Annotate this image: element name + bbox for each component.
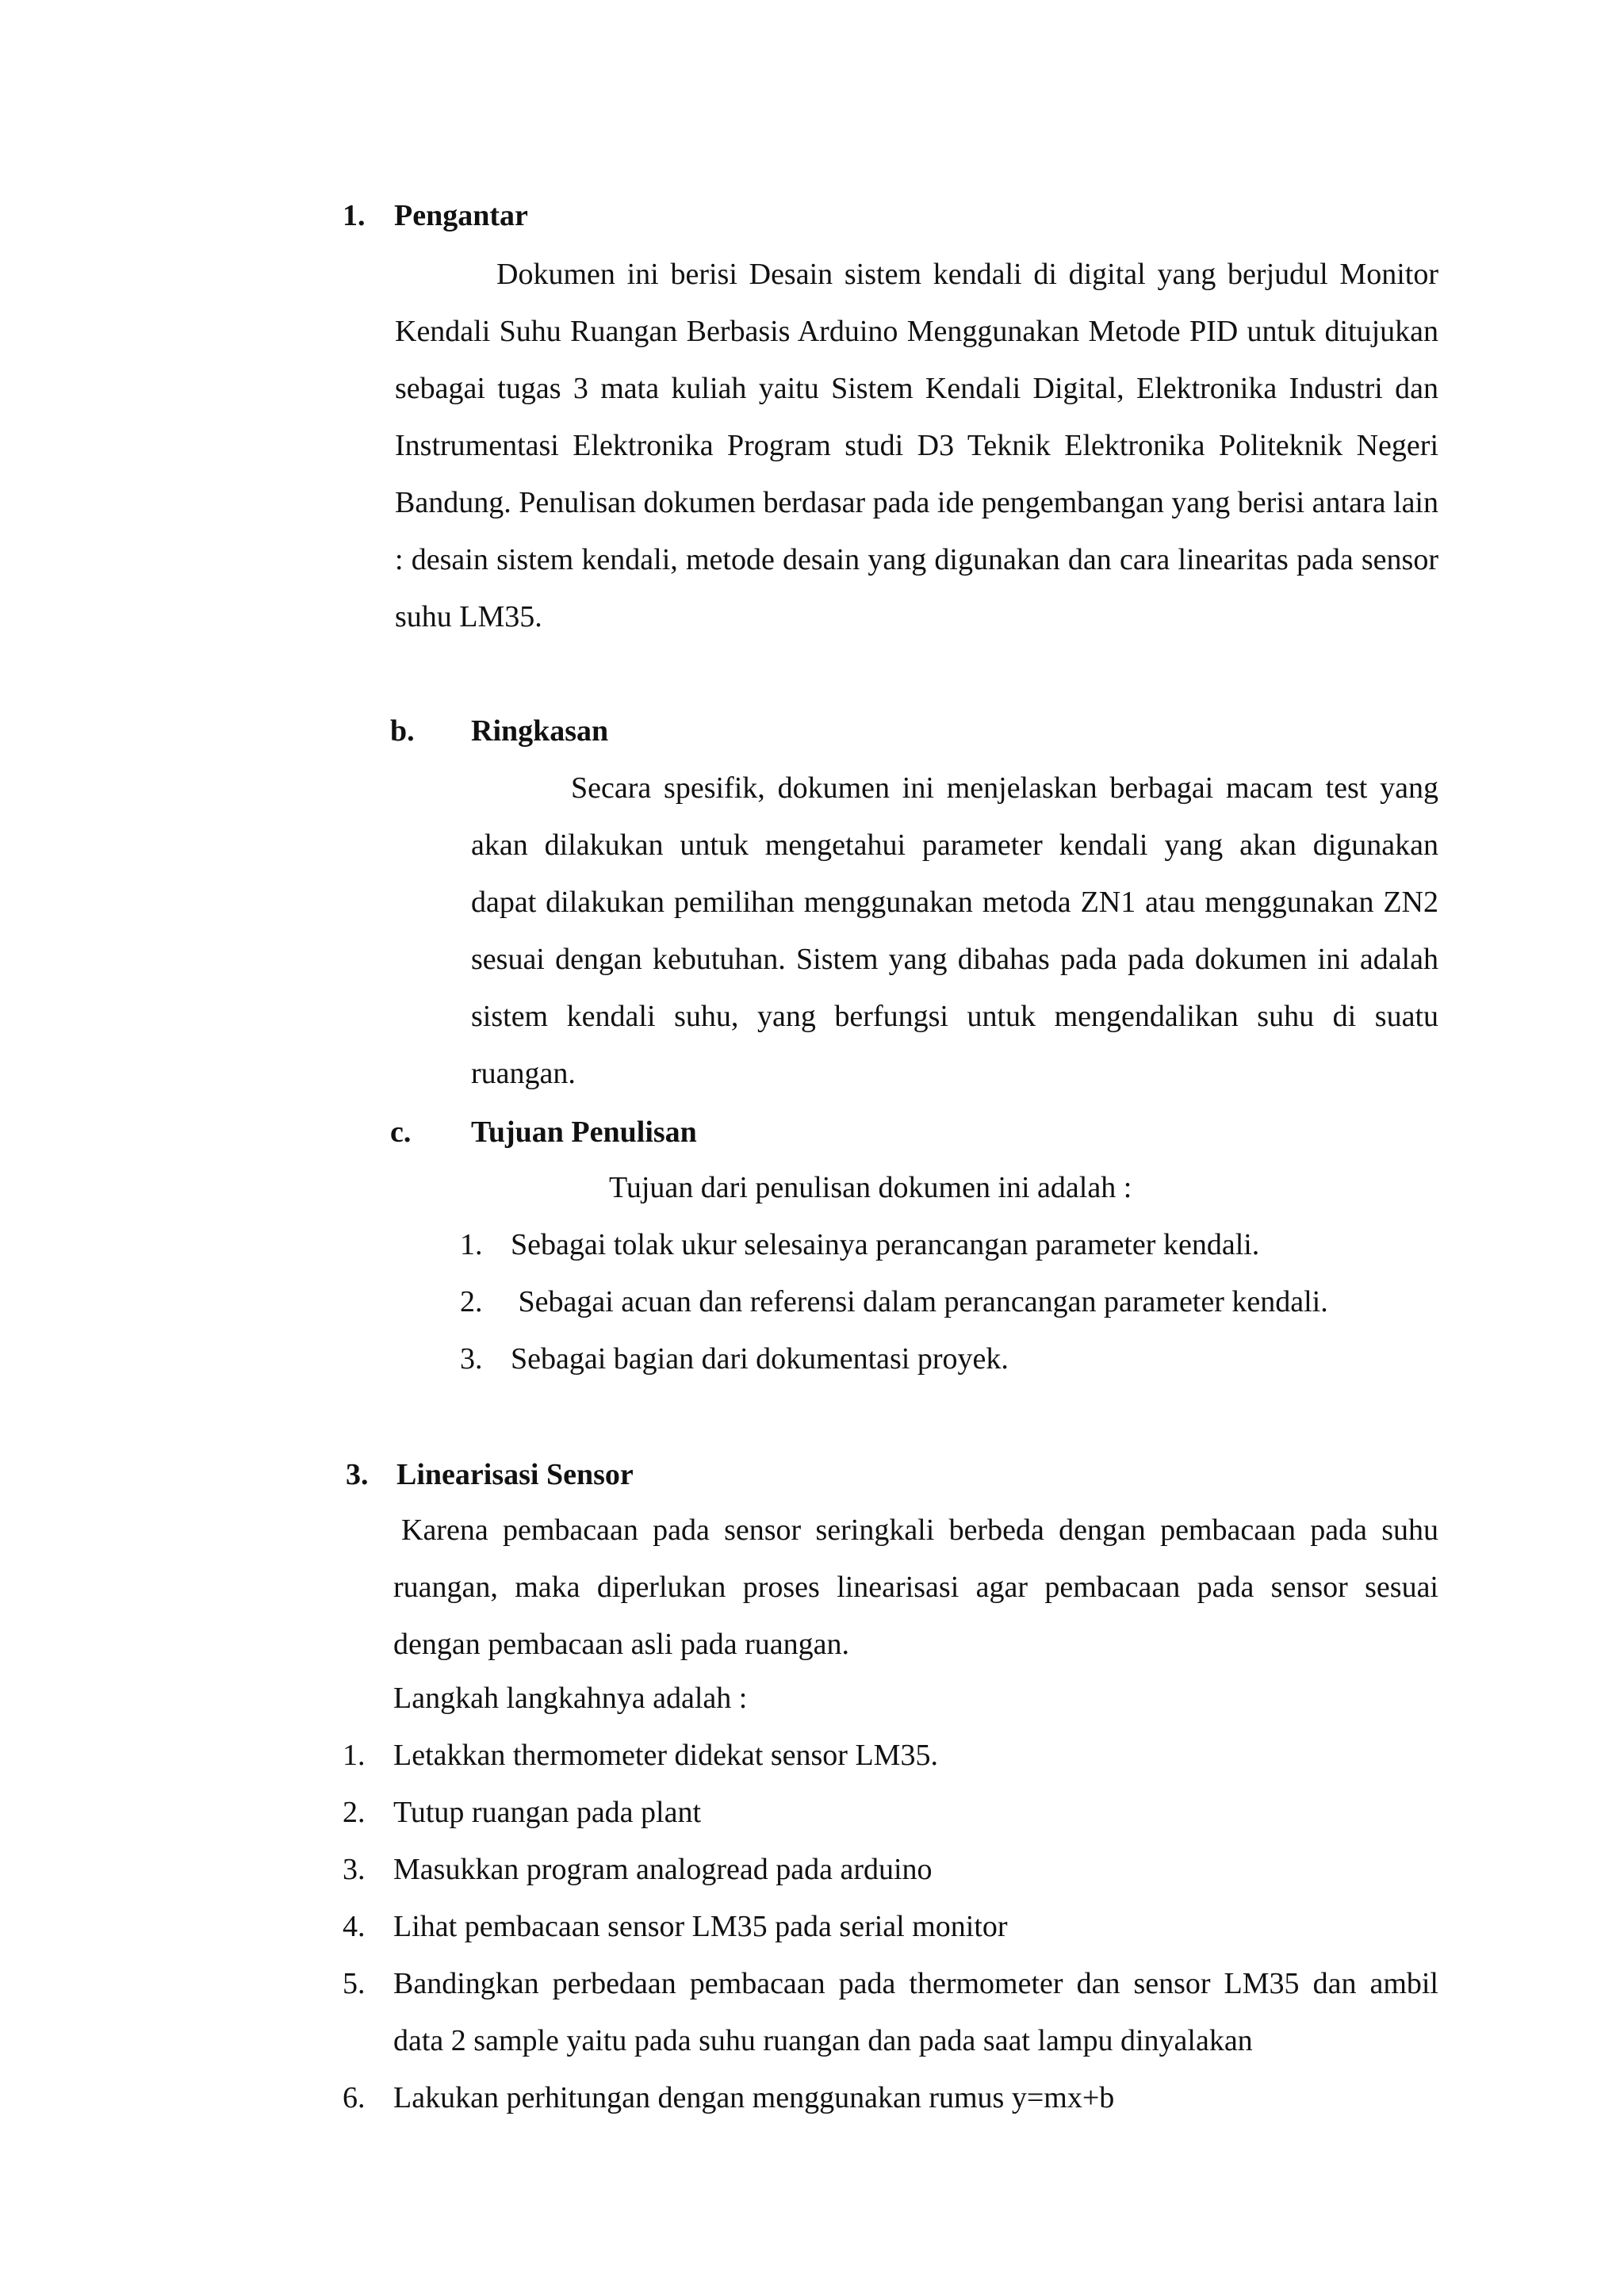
section-3-paragraph-text: Karena pembacaan pada sensor seringkali berbeda dengan pembacaan pada suhu ruangan, maka diperlukan proses linearisasi agar pembacaan pada sensor sesuai dengan pembacaan asli pada ruangan. — [393, 1513, 1438, 1661]
steps-intro: Langkah langkahnya adalah : — [393, 1682, 748, 1715]
step-number: 3. — [343, 1853, 366, 1886]
step-item: Bandingkan perbedaan pembacaan pada thermometer dan sensor LM35 dan ambil data 2 sample yaitu pada suhu ruangan dan pada saat lampu dinyalakan — [393, 1967, 1438, 2057]
section-1-title: Pengantar — [394, 199, 528, 232]
list-item: Sebagai acuan dan referensi dalam perancangan parameter kendali. — [511, 1285, 1328, 1318]
section-1-number: 1. — [343, 199, 366, 232]
section-c-intro: Tujuan dari penulisan dokumen ini adalah : — [609, 1171, 1132, 1204]
step-number: 5. — [343, 1967, 366, 2000]
step-item: Tutup ruangan pada plant — [393, 1796, 702, 1829]
step-item: Lihat pembacaan sensor LM35 pada serial monitor — [393, 1910, 1008, 1943]
list-item-number: 1. — [460, 1228, 483, 1261]
section-b-letter: b. — [390, 714, 415, 748]
step-item: Masukkan program analogread pada arduino — [393, 1853, 933, 1886]
step-item: Letakkan thermometer didekat sensor LM35. — [393, 1739, 938, 1772]
step-number: 1. — [343, 1739, 366, 1772]
section-b-title: Ringkasan — [471, 714, 609, 748]
section-c-title: Tujuan Penulisan — [471, 1115, 697, 1149]
section-b-paragraph — [471, 760, 1438, 1102]
section-c-letter: c. — [390, 1115, 412, 1149]
section-1-paragraph-text: Dokumen ini berisi Desain sistem kendali di digital yang berjudul Monitor Kendali Suhu Ruangan Berbasis Arduino Menggunakan Metode PID untuk ditujukan sebagai tugas 3 mata kuliah yaitu Sistem Kendali Digital, Elektronika Industri dan Instrumentasi Elektronika Program studi D3 Teknik Elektronika Politeknik Negeri Bandung. Penulisan dokumen berdasar pada ide pengembangan yang berisi antara lain : desain sistem kendali, metode desain yang digunakan dan cara linearitas pada sensor suhu LM35. — [395, 258, 1438, 633]
section-3-paragraph — [393, 1502, 1438, 1673]
step-number: 4. — [343, 1910, 366, 1943]
section-3-title: Linearisasi Sensor — [396, 1458, 634, 1491]
list-item: Sebagai tolak ukur selesainya perancangan parameter kendali. — [511, 1228, 1260, 1261]
section-b-paragraph-text: Secara spesifik, dokumen ini menjelaskan berbagai macam test yang akan dilakukan untuk mengetahui parameter kendali yang akan digunakan dapat dilakukan pemilihan menggunakan metoda ZN1 atau menggunakan ZN2 sesuai dengan kebutuhan. Sistem yang dibahas pada pada dokumen ini adalah sistem kendali suhu, yang berfungsi untuk mengendalikan suhu di suatu ruangan. — [471, 771, 1438, 1090]
list-item-number: 3. — [460, 1342, 483, 1376]
list-item: Sebagai bagian dari dokumentasi proyek. — [511, 1342, 1009, 1376]
step-number: 6. — [343, 2081, 366, 2114]
section-3-number: 3. — [346, 1458, 369, 1491]
section-1-paragraph — [395, 246, 1438, 645]
step-item: Lakukan perhitungan dengan menggunakan rumus y=mx+b — [393, 2081, 1115, 2114]
step-number: 2. — [343, 1796, 366, 1829]
list-item-number: 2. — [460, 1285, 483, 1318]
